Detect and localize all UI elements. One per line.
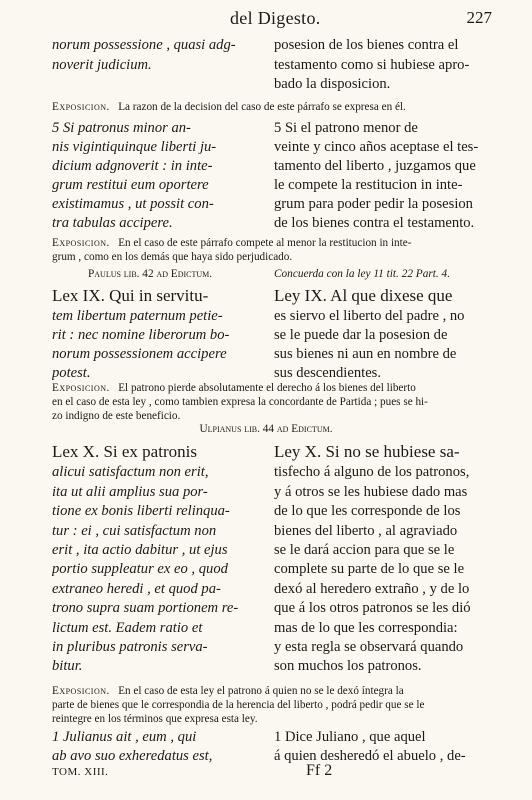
- spanish-line: se le dará accion para que se le: [274, 542, 455, 559]
- signature-mark: Ff 2: [306, 762, 333, 779]
- exposicion-text: reintegre en los términos que expresa esta ley.: [52, 713, 258, 725]
- latin-line: in pluribus patronis serva-: [52, 639, 208, 656]
- concordance-note: Concuerda con la ley 11 tit. 22 Part. 4.: [274, 268, 451, 280]
- spanish-line: bienes del liberto , al agraviado: [274, 522, 458, 539]
- spanish-line: de lo que les corresponde de los: [274, 503, 461, 520]
- spanish-line: dexó al heredero extraño , y de lo: [274, 580, 470, 597]
- spanish-column: [274, 36, 514, 95]
- spanish-line: sus bienes ni aun en nombre de: [274, 346, 457, 362]
- latin-line: tem libertum paternum petie-: [52, 308, 223, 324]
- latin-line: extraneo heredi , et quod pa-: [52, 580, 221, 597]
- spanish-line: complete su parte de lo que se le: [274, 561, 465, 578]
- latin-line: norum possessionem accipere: [52, 346, 227, 362]
- latin-line: existimamus , ut possit con-: [52, 196, 214, 212]
- latin-line: 5 Si patronus minor an-: [52, 120, 191, 136]
- spanish-line: mas de lo que les correspondia:: [274, 619, 458, 636]
- spanish-line: de los bienes contra el testamento.: [274, 215, 475, 231]
- spanish-line: [274, 442, 514, 463]
- spanish-line: tamento del liberto , juzgamos que: [274, 158, 476, 174]
- latin-line: tra tabulas accipere.: [52, 215, 173, 231]
- latin-line: noverit judicium.: [52, 56, 152, 73]
- exposicion-label: Exposicion.: [52, 101, 110, 113]
- latin-line: 1 Julianus ait , eum , qui: [52, 729, 197, 745]
- paragraph-pair: [52, 442, 494, 682]
- spanish-line: 1 Dice Juliano , que aquel: [274, 729, 426, 745]
- lex-heading: Lex X. Si ex patronis: [52, 442, 197, 461]
- spanish-line: [274, 286, 514, 307]
- spanish-line: 5 Si el patrono menor de: [274, 120, 418, 136]
- exposicion-text: En el caso de este párrafo compete al menor la restitucion in inte-: [118, 237, 412, 249]
- page-header: [52, 8, 492, 32]
- latin-line: rit : nec nomine liberorum bo-: [52, 327, 230, 343]
- latin-column: [52, 119, 252, 233]
- spanish-column: [274, 119, 514, 233]
- ley-heading: Ley IX. Al que dixese que: [274, 286, 453, 305]
- latin-line: erit , ita actio dabitur , ut ejus: [52, 542, 228, 559]
- latin-line: portio suppleatur ex eo , quod: [52, 561, 228, 578]
- exposicion-text: en el caso de esta ley , como tambien expresa la concordante de Partida ; pues se hi-: [52, 396, 428, 408]
- spanish-column: [274, 728, 514, 766]
- spanish-line: sus descendientes.: [274, 365, 381, 381]
- latin-line: tione ex bonis liberti relinqua-: [52, 503, 230, 520]
- exposicion-label: Exposicion.: [52, 685, 110, 697]
- exposicion-text: La razon de la decision del caso de este párrafo se expresa en él.: [118, 101, 406, 113]
- spanish-line: son muchos los patronos.: [274, 658, 422, 675]
- running-title: del Digesto.: [230, 8, 321, 28]
- page-number: 227: [466, 8, 492, 27]
- paragraph-pair: [52, 36, 494, 98]
- latin-line: [52, 286, 252, 307]
- latin-column: [52, 442, 252, 677]
- source-attribution: Ulpianus lib. 44 ad Edictum.: [199, 423, 333, 435]
- exposicion-text: En el caso de esta ley el patrono á quien no se le dexó íntegra la: [118, 685, 404, 697]
- latin-line: ab avo suo exheredatus est,: [52, 748, 213, 764]
- spanish-line: veinte y cinco años aceptase el tes-: [274, 139, 479, 155]
- spanish-line: tisfecho á alguno de los patronos,: [274, 464, 470, 481]
- volume-marker: TOM. XIII.: [52, 766, 109, 778]
- spanish-column: [274, 286, 514, 383]
- spanish-line: que á los otros patronos se les dió: [274, 600, 471, 617]
- exposicion-text: parte de bienes que le correspondia de la herencia del liberto , podrá pedir que se le: [52, 699, 425, 711]
- exposicion-label: Exposicion.: [52, 382, 110, 394]
- exposicion-text: El patrono pierde absolutamente el derecho á los bienes del liberto: [118, 382, 416, 394]
- latin-line: norum possessione , quasi adg-: [52, 37, 236, 53]
- exposicion-note: [52, 684, 494, 726]
- spanish-line: y á otros se les hubiese dado mas: [274, 483, 468, 500]
- exposicion-text: grum , como en los demás que haya sido perjudicado.: [52, 251, 293, 263]
- latin-line: dicium adgnoverit : in inte-: [52, 158, 213, 174]
- latin-line: alicui satisfactum non erit,: [52, 464, 209, 481]
- latin-line: potest.: [52, 365, 91, 381]
- exposicion-note: [52, 100, 494, 114]
- latin-column: [52, 36, 252, 75]
- spanish-line: se le puede dar la posesion de: [274, 327, 448, 343]
- latin-line: grum restitui eum oportere: [52, 177, 209, 193]
- spanish-line: testamento como si hubiese apro-: [274, 56, 470, 73]
- exposicion-label: Exposicion.: [52, 237, 110, 249]
- page-footer: [52, 764, 494, 784]
- latin-column: [52, 286, 252, 383]
- latin-column: [52, 728, 252, 766]
- paragraph-pair: [52, 728, 494, 768]
- exposicion-note: [52, 381, 494, 423]
- latin-line: bitur.: [52, 658, 83, 675]
- spanish-line: es siervo el liberto del padre , no: [274, 308, 465, 324]
- spanish-column: [274, 442, 514, 677]
- spanish-line: bado la disposicion.: [274, 76, 391, 92]
- paragraph-pair: [52, 119, 494, 231]
- ley-heading: Ley X. Si no se hubiese sa-: [274, 442, 460, 461]
- lex-heading: Lex IX. Qui in servitu-: [52, 286, 209, 305]
- source-attribution: Paulus lib. 42 ad Edictum.: [88, 268, 213, 280]
- latin-line: nis vigintiquinque liberti ju-: [52, 139, 217, 155]
- spanish-line: grum para poder pedir la posesion: [274, 196, 473, 212]
- latin-line: tur : ei , cui satisfactum non: [52, 522, 217, 539]
- exposicion-note: [52, 236, 494, 264]
- paragraph-pair: [52, 286, 494, 382]
- latin-line: lictum est. Eadem ratio et: [52, 619, 203, 636]
- exposicion-text: zo indigno de este beneficio.: [52, 410, 181, 422]
- spanish-line: á quien desheredó el abuelo , de-: [274, 748, 466, 764]
- latin-line: trono supra suam portionem re-: [52, 600, 239, 617]
- latin-line: ita ut alii amplius sua por-: [52, 483, 208, 500]
- latin-line: [52, 442, 252, 463]
- spanish-line: posesion de los bienes contra el: [274, 37, 459, 53]
- spanish-line: y esta regla se observará quando: [274, 639, 464, 656]
- spanish-line: le compete la restitucion in inte-: [274, 177, 463, 193]
